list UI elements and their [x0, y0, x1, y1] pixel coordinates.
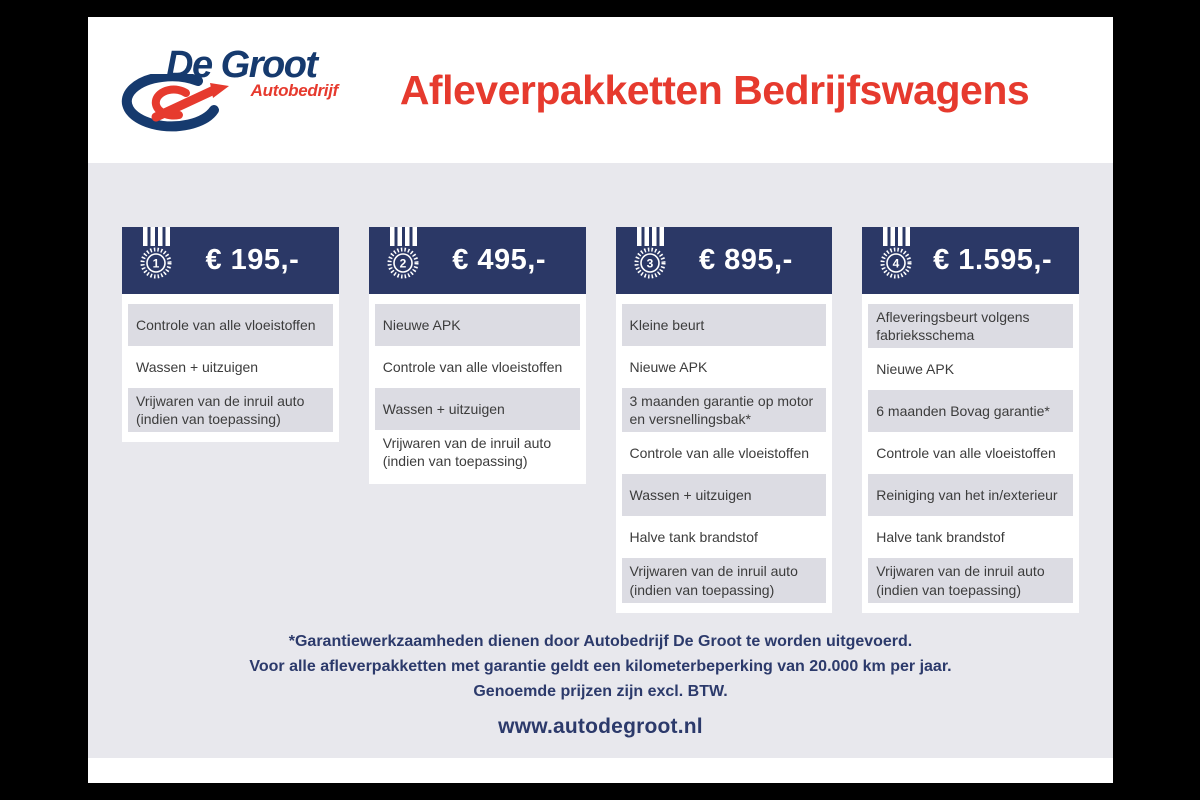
package-card: [369, 227, 586, 484]
package-price: € 895,-: [698, 244, 793, 276]
medal-number: 2: [399, 256, 407, 271]
medal-icon: [135, 227, 177, 285]
package-item: Controle van alle vloeistoffen: [128, 304, 333, 346]
package-item: Controle van alle vloeistoffen: [868, 432, 1073, 474]
medal-number: 3: [646, 256, 653, 271]
medal-number: 4: [892, 256, 900, 271]
footnote-line: Voor alle afleverpakketten met garantie geldt een kilometerbeperking van 20.000 km per jaar.: [249, 657, 952, 675]
package-item: Vrijwaren van de inruil auto (indien van toepassing): [128, 388, 333, 432]
package-header: [862, 227, 1079, 294]
package-item: 3 maanden garantie op motor en versnellingsbak*: [622, 388, 827, 432]
package-item: Afleveringsbeurt volgens fabrieksschema: [868, 304, 1073, 348]
package-items: [122, 294, 339, 442]
package-item: Vrijwaren van de inruil auto (indien van toepassing): [375, 430, 580, 474]
footnote-line: *Garantiewerkzaamheden dienen door Autobedrijf De Groot te worden uitgevoerd.: [288, 632, 913, 650]
package-item: Wassen + uitzuigen: [375, 388, 580, 430]
bottom-strip: [88, 758, 1113, 783]
package-item: Kleine beurt: [622, 304, 827, 346]
package-item: Halve tank brandstof: [868, 516, 1073, 558]
package-item: Controle van alle vloeistoffen: [622, 432, 827, 474]
package-item: Wassen + uitzuigen: [622, 474, 827, 516]
package-header: [122, 227, 339, 294]
package-item: Nieuwe APK: [868, 348, 1073, 390]
package-card: [122, 227, 339, 442]
brand-text: [166, 44, 338, 101]
package-item: Controle van alle vloeistoffen: [375, 346, 580, 388]
package-header: [369, 227, 586, 294]
website-link[interactable]: www.autodegroot.nl: [498, 714, 703, 738]
medal-icon: [875, 227, 917, 285]
package-item: Nieuwe APK: [622, 346, 827, 388]
package-items: [369, 294, 586, 484]
package-item: Vrijwaren van de inruil auto (indien van toepassing): [622, 558, 827, 602]
brand-subtitle: Autobedrijf: [250, 81, 338, 100]
package-item: Nieuwe APK: [375, 304, 580, 346]
medal-icon: [629, 227, 671, 285]
page-title: Afleverpakketten Bedrijfswagens: [399, 66, 1030, 113]
footnotes: [122, 629, 1079, 704]
footnote-line: Genoemde prijzen zijn excl. BTW.: [473, 682, 728, 700]
package-price: € 495,-: [452, 244, 547, 276]
package-card: [616, 227, 833, 613]
medal-number: 1: [152, 256, 160, 271]
brand-name: De Groot: [166, 44, 317, 86]
flyer-page: [88, 17, 1113, 783]
package-card: [862, 227, 1079, 613]
package-item: 6 maanden Bovag garantie*: [868, 390, 1073, 432]
package-item: Halve tank brandstof: [622, 516, 827, 558]
package-header: [616, 227, 833, 294]
package-price: € 1.595,-: [933, 244, 1053, 276]
package-item: Reiniging van het in/exterieur: [868, 474, 1073, 516]
medal-icon: [382, 227, 424, 285]
package-items: [616, 294, 833, 613]
package-item: Wassen + uitzuigen: [128, 346, 333, 388]
packages-grid: [122, 227, 1079, 613]
content-band: [88, 163, 1113, 758]
package-price: € 195,-: [205, 244, 300, 276]
header: [88, 17, 1113, 163]
brand-logo: [118, 40, 342, 140]
package-item: Vrijwaren van de inruil auto (indien van toepassing): [868, 558, 1073, 602]
package-items: [862, 294, 1079, 613]
